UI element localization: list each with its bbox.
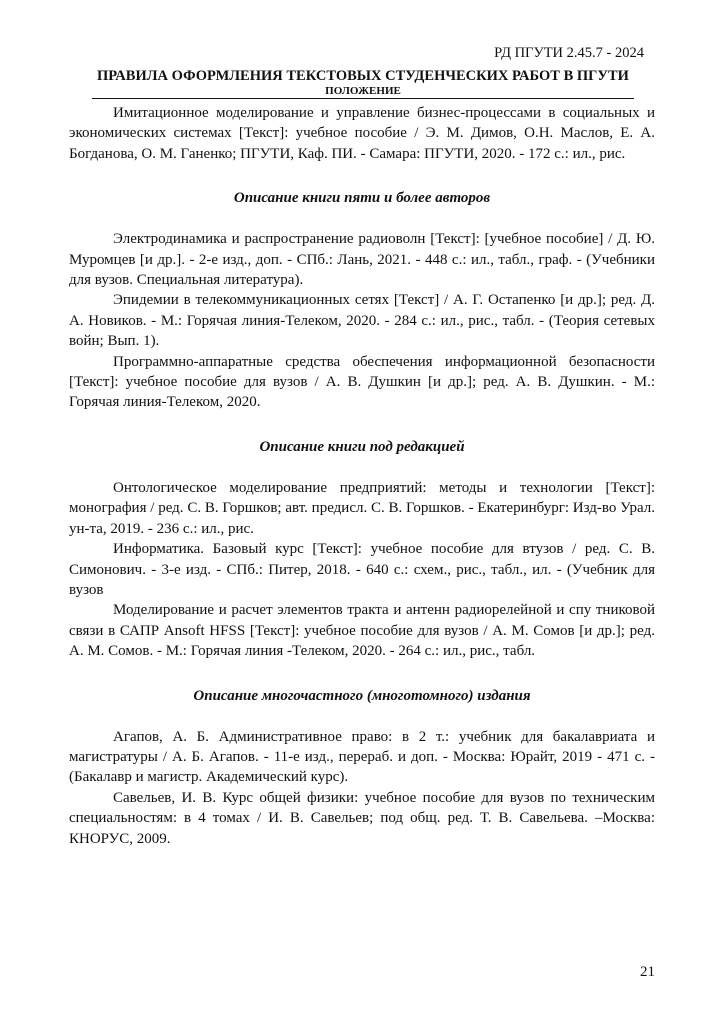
section-heading-edited-book: Описание книги под редакцией: [259, 438, 465, 455]
bibliography-entry: Агапов, А. Б. Административное право: в 2 т.: учебник для бакалавриата и магистратуры / А. Б. Агапов. - 11-е изд., перераб. и доп. - Москва: Юрайт, 2019 - 471 с. - (Бакалавр и магистр. Академический курс).: [69, 728, 655, 786]
bibliography-entry: Информатика. Базовый курс [Текст]: учебное пособие для втузов / ред. С. В. Симонович. - 3-е изд. - СПб.: Питер, 2018. - 640 с.: схем., рис., табл., ил. - (Учебник для вузов: [69, 541, 655, 598]
document-subtitle: ПОЛОЖЕНИЕ: [325, 85, 401, 97]
document-code: РД ПГУТИ 2.45.7 - 2024: [494, 45, 644, 61]
bibliography-entry: Электродинамика и распространение радиоволн [Текст]: [учебное пособие] / Д. Ю. Муромцев [и др.]. - 2-е изд., доп. - СПб.: Лань, 2021. - 448 с.: ил., табл., граф. - (Учебники для вузов. Специальная литература).: [69, 231, 655, 289]
bibliography-entry: Эпидемии в телекоммуникационных сетях [Текст] / А. Г. Остапенко [и др.]; ред. Д. А. Новиков. - М.: Горячая линия-Телеком, 2020. - 284 с.: ил., рис., табл. - (Теория сетевых войн; Вып. 1).: [69, 292, 655, 350]
bibliography-entry: Моделирование и расчет элементов тракта и антенн радиорелейной и спу тниковой связи в САПР Ansoft HFSS [Текст]: учебное пособие для вузов / А. М. Сомов [и др.]; ред. А. М. Сомов. - М.: Горячая линия -Телеком, 2020. - 264 с.: ил., рис., табл.: [69, 602, 655, 660]
bibliography-entry: Программно-аппаратные средства обеспечения информационной безопасности [Текст]: учебное пособие для вузов / А. В. Душкин [и др.]; ред. А. В. Душкин. - М.: Горячая линия-Телеком, 2020.: [69, 353, 655, 411]
document-title: ПРАВИЛА ОФОРМЛЕНИЯ ТЕКСТОВЫХ СТУДЕНЧЕСКИХ РАБОТ В ПГУТИ: [97, 68, 629, 84]
bibliography-entry: Савельев, И. В. Курс общей физики: учебное пособие для вузов по техническим специальностям: в 4 томах / И. В. Савельев; под общ. ред. Т. В. Савельева. –Москва: КНОРУС, 2009.: [69, 789, 655, 847]
bibliography-entry: Онтологическое моделирование предприятий: методы и технологии [Текст]: монография / ред. С. В. Горшков; авт. предисл. С. В. Горшков. - Екатеринбург: Изд-во Урал. ун-та, 2019. - 236 с.: ил., рис.: [69, 479, 655, 537]
section-heading-multivolume: Описание многочастного (многотомного) издания: [193, 687, 531, 704]
page-number: 21: [640, 964, 655, 980]
header-divider: [92, 98, 634, 99]
bibliography-entry: Имитационное моделирование и управление бизнес-процессами в социальных и экономических системах [Текст]: учебное пособие / Э. М. Димов, О.Н. Маслов, Е. А. Богданова, О. М. Ганенко; ПГУТИ, Каф. ПИ. - Самара: ПГУТИ, 2020. - 172 с.: ил., рис.: [69, 105, 655, 162]
page-content: [69, 103, 655, 849]
section-heading-five-authors: Описание книги пяти и более авторов: [233, 190, 491, 207]
